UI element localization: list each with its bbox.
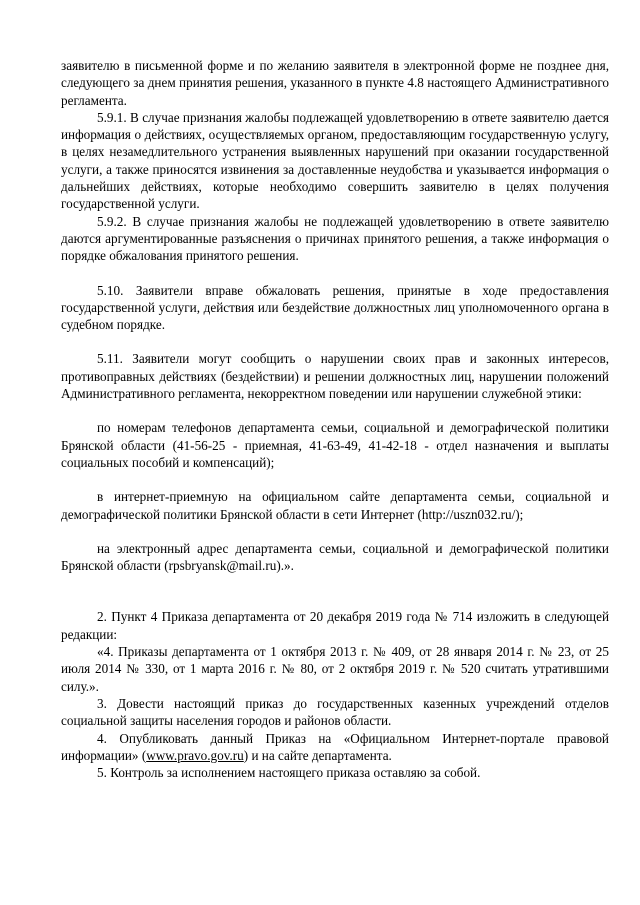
paragraph-item-2: 2. Пункт 4 Приказа департамента от 20 декабря 2019 года № 714 изложить в следующей редакции:	[61, 609, 609, 642]
paragraph-5-10: 5.10. Заявители вправе обжаловать решения, принятые в ходе предоставления государственной услуги, действия или бездействие должностных лиц уполномоченного органа в судебном порядке.	[61, 282, 609, 333]
paragraph-item-2-quote: «4. Приказы департамента от 1 октября 2013 г. № 409, от 28 января 2014 г. № 23, от 25 июля 2014 № 330, от 1 марта 2016 г. № 80, от 2 октября 2019 г. № 520 считать утратившими силу.».	[61, 644, 609, 694]
document-page	[61, 57, 609, 781]
paragraph-phones: по номерам телефонов департамента семьи, социальной и демографической политики Брянской области (41-56-25 - приемная, 41-63-49, 41-42-18 - отдел назначения и выплаты социальных пособий и компенсаций);	[61, 420, 609, 470]
item-4-text-after: ) и на сайте департамента.	[243, 747, 392, 763]
paragraph-item-4	[61, 730, 609, 765]
paragraph-email: на электронный адрес департамента семьи, социальной и демографической политики Брянской области (rpsbryansk@mail.ru).».	[61, 540, 609, 574]
paragraph-intro: заявителю в письменной форме и по желанию заявителя в электронной форме не позднее дня, следующего за днем принятия решения, указанного в пункте 4.8 настоящего Административного регламента.	[61, 58, 609, 108]
paragraph-internet-reception: в интернет-приемную на официальном сайте департамента семьи, социальной и демографической политики Брянской области в сети Интернет (http://uszn032.ru/);	[61, 489, 609, 522]
pravo-gov-link[interactable]: www.pravo.gov.ru	[146, 747, 244, 763]
item-4-text-before: 4. Опубликовать данный Приказ на «Официальном Интернет-портале правовой информации» (	[61, 730, 609, 763]
paragraph-item-5: 5. Контроль за исполнением настоящего приказа оставляю за собой.	[97, 765, 481, 781]
paragraph-5-11: 5.11. Заявители могут сообщить о нарушении своих прав и законных интересов, противоправных действиях (бездействии) и решении должностных лиц, нарушении положений Административного регламента, некорректном поведении или нарушении служебной этики:	[61, 351, 609, 402]
paragraph-5-9-2: 5.9.2. В случае признания жалобы не подлежащей удовлетворению в ответе заявителю даются аргументированные разъяснения о причинах принятого решения, а также информация о порядке обжалования принятого решения.	[61, 213, 609, 264]
paragraph-item-3: 3. Довести настоящий приказ до государственных казенных учреждений отделов социальной защиты населения городов и районов области.	[61, 695, 609, 729]
paragraph-5-9-1: 5.9.1. В случае признания жалобы подлежащей удовлетворению в ответе заявителю дается информация о действиях, осуществляемых органом, предоставляющим государственную услугу, в целях незамедлительного устранения выявленных нарушений при оказании государственной услуги, а также приносятся извинения за доставленные неудобства и указывается информация о дальнейших действиях, которые необходимо совершить заявителю в целях получения государственной услуги.	[61, 109, 609, 212]
